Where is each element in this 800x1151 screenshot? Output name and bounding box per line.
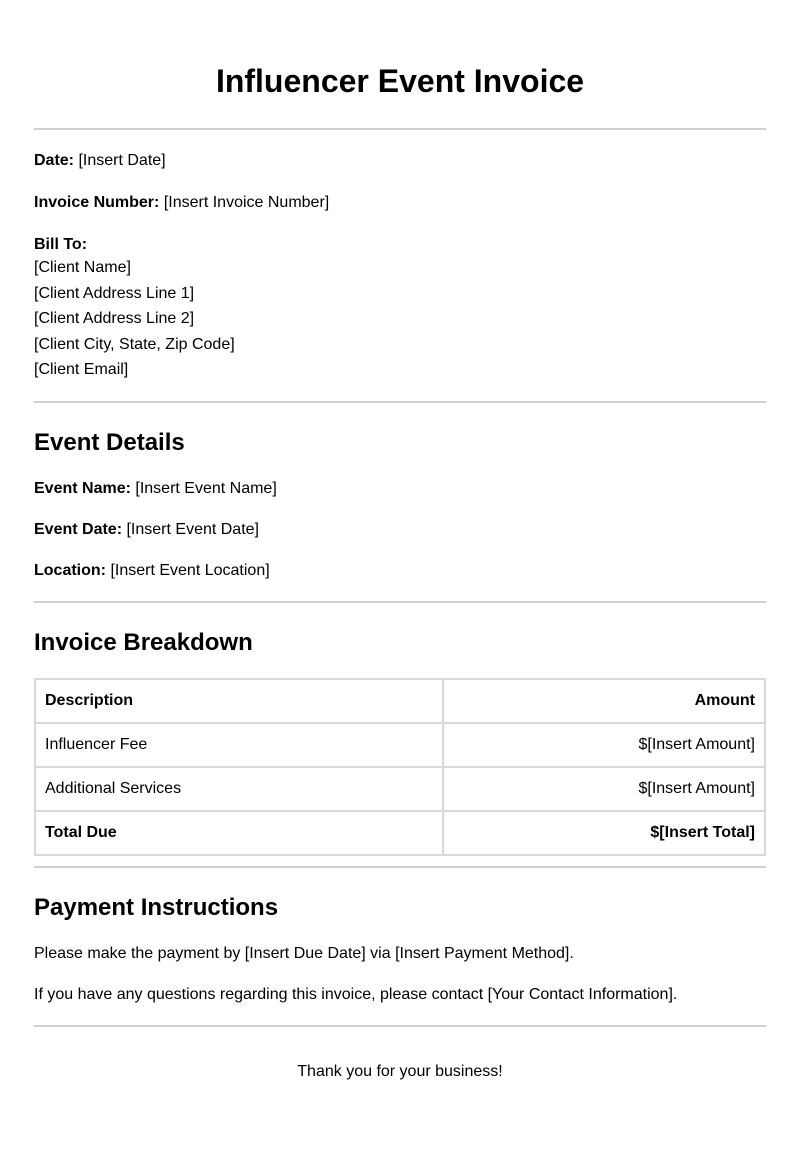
event-location-value: [Insert Event Location]	[110, 561, 270, 579]
event-date-line	[34, 519, 766, 540]
row-amount: $[Insert Amount]	[443, 723, 765, 767]
payment-instructions-section	[34, 868, 766, 1005]
column-header-amount: Amount	[443, 679, 765, 723]
payment-instructions-heading: Payment Instructions	[34, 893, 279, 921]
row-description: Additional Services	[35, 767, 443, 811]
event-details-heading: Event Details	[34, 428, 185, 456]
event-details-section	[34, 403, 766, 581]
bill-to-address	[34, 255, 766, 383]
total-label: Total Due	[35, 811, 443, 855]
total-amount: $[Insert Total]	[443, 811, 765, 855]
thank-you-note: Thank you for your business!	[297, 1062, 503, 1080]
invoice-page	[34, 0, 766, 1082]
client-name: [Client Name]	[34, 259, 131, 276]
table-row	[35, 767, 765, 811]
client-address-line-2: [Client Address Line 2]	[34, 310, 195, 327]
payment-due-text: Please make the payment by [Insert Due Date] via [Insert Payment Method].	[34, 944, 574, 962]
event-name-label: Event Name:	[34, 479, 131, 497]
event-name-line	[34, 478, 766, 499]
invoice-breakdown-section	[34, 603, 766, 856]
event-date-value: [Insert Event Date]	[126, 520, 259, 538]
event-location-label: Location:	[34, 561, 106, 579]
client-address-line-1: [Client Address Line 1]	[34, 284, 195, 302]
contact-text: If you have any questions regarding this invoice, please contact [Your Contact Information].	[34, 985, 678, 1003]
invoice-number-line	[34, 192, 766, 213]
invoice-breakdown-table	[34, 678, 766, 856]
row-description: Influencer Fee	[35, 723, 443, 767]
event-location-line	[34, 560, 766, 581]
table-row	[35, 723, 765, 767]
total-row	[35, 811, 765, 855]
date-label: Date:	[34, 152, 75, 169]
row-amount: $[Insert Amount]	[443, 767, 765, 811]
client-city-state-zip: [Client City, State, Zip Code]	[34, 335, 235, 353]
date-line	[34, 150, 766, 171]
invoice-number-value: [Insert Invoice Number]	[163, 194, 330, 211]
client-email: [Client Email]	[34, 361, 129, 378]
invoice-number-label: Invoice Number:	[34, 194, 160, 211]
table-header-row	[35, 679, 765, 723]
invoice-breakdown-heading: Invoice Breakdown	[34, 628, 253, 656]
bill-to-label: Bill To:	[34, 236, 88, 253]
page-title: Influencer Event Invoice	[215, 63, 585, 99]
event-date-label: Event Date:	[34, 520, 123, 538]
invoice-header-info	[34, 130, 766, 383]
bill-to-block	[34, 234, 766, 383]
date-value: [Insert Date]	[78, 152, 166, 169]
column-header-description: Description	[35, 679, 443, 723]
event-name-value: [Insert Event Name]	[135, 479, 277, 497]
